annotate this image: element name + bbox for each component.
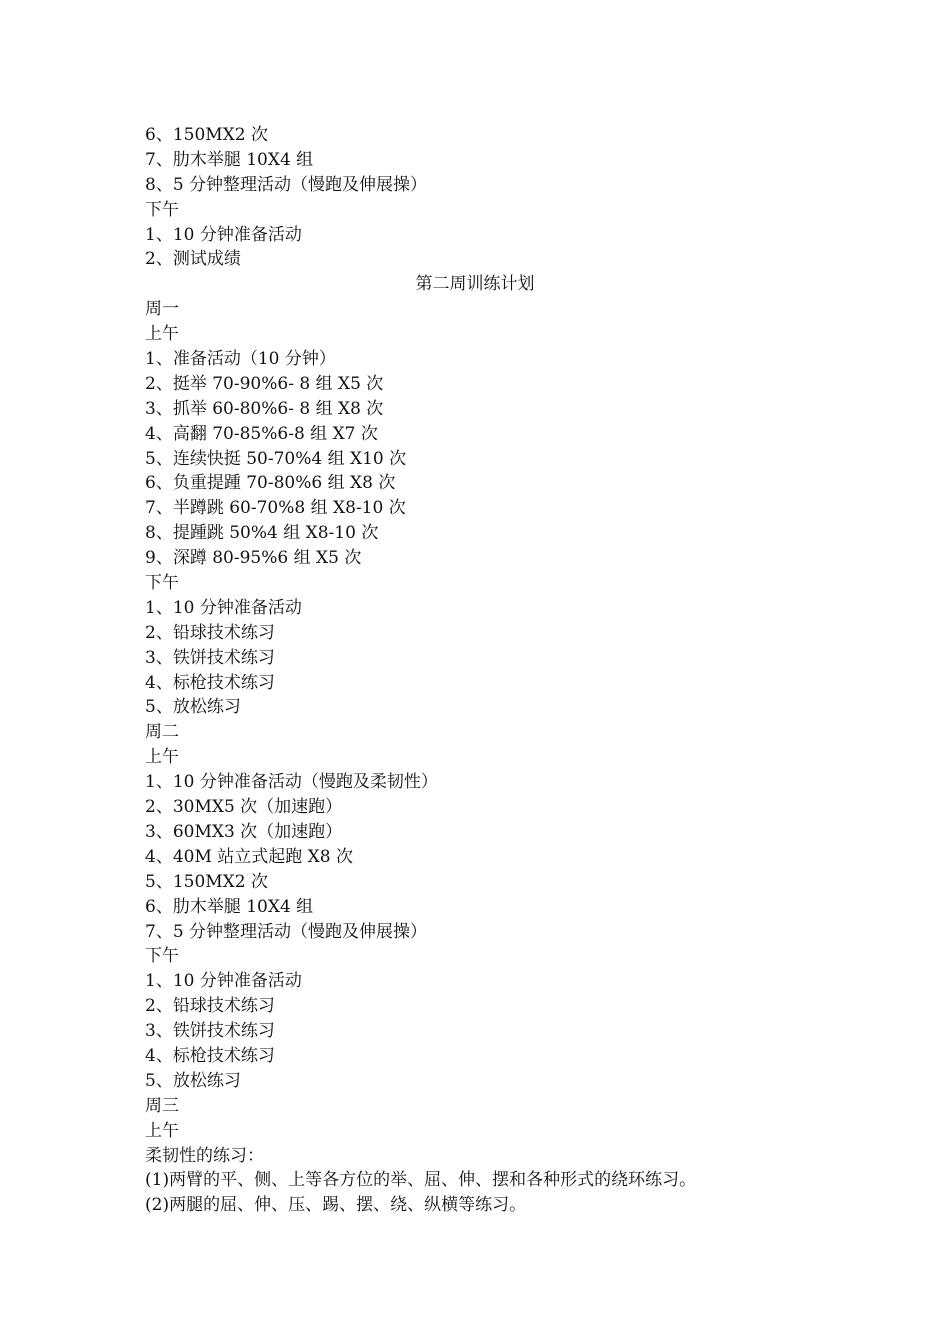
- text-line: 2、测试成绩: [145, 249, 241, 270]
- text-line: 5、150MX2 次: [145, 871, 268, 892]
- document-page: [145, 123, 805, 1218]
- text-line: 4、标枪技术练习: [145, 1045, 275, 1066]
- text-line: 1、10 分钟准备活动: [145, 971, 302, 992]
- text-line: 柔韧性的练习：: [145, 1145, 264, 1166]
- text-line: 5、连续快挺 50-70%4 组 X10 次: [145, 448, 407, 469]
- text-line: 上午: [145, 324, 179, 345]
- text-line: 1、10 分钟准备活动: [145, 224, 302, 245]
- text-line: 2、挺举 70-90%6- 8 组 X5 次: [145, 373, 384, 394]
- text-line: 5、放松练习: [145, 1070, 241, 1091]
- text-line: 3、60MX3 次（加速跑）: [145, 821, 343, 842]
- text-line: 3、铁饼技术练习: [145, 647, 275, 668]
- text-line: 8、5 分钟整理活动（慢跑及伸展操）: [145, 174, 428, 195]
- text-line: 3、抓举 60-80%6- 8 组 X8 次: [145, 398, 384, 419]
- text-line: 7、肋木举腿 10X4 组: [145, 149, 314, 170]
- text-line: (1)两臂的平、侧、上等各方位的举、屈、伸、摆和各种形式的绕环练习。: [145, 1170, 697, 1191]
- text-line: 下午: [145, 573, 179, 594]
- text-line: 2、铅球技术练习: [145, 996, 275, 1017]
- text-line: 3、铁饼技术练习: [145, 1021, 275, 1042]
- text-line: 下午: [145, 199, 179, 220]
- text-line: 周三: [145, 1095, 179, 1116]
- text-line: 周二: [145, 722, 179, 743]
- text-line: 周一: [145, 299, 179, 320]
- text-line: 上午: [145, 747, 179, 768]
- text-line: 5、放松练习: [145, 697, 241, 718]
- text-line: 8、提踵跳 50%4 组 X8-10 次: [145, 523, 379, 544]
- text-line: (2)两腿的屈、伸、压、踢、摆、绕、纵横等练习。: [145, 1195, 527, 1216]
- section-title: 第二周训练计划: [415, 274, 535, 295]
- text-line: 6、肋木举腿 10X4 组: [145, 896, 314, 917]
- text-line: 1、准备活动（10 分钟）: [145, 349, 336, 370]
- text-line: 4、标枪技术练习: [145, 672, 275, 693]
- text-line: 2、30MX5 次（加速跑）: [145, 797, 343, 818]
- text-line: 9、深蹲 80-95%6 组 X5 次: [145, 548, 362, 569]
- text-line: 下午: [145, 946, 179, 967]
- text-line: 1、10 分钟准备活动（慢跑及柔韧性）: [145, 772, 438, 793]
- text-line: 1、10 分钟准备活动: [145, 597, 302, 618]
- text-line: 4、高翻 70-85%6-8 组 X7 次: [145, 423, 378, 444]
- text-line: 6、150MX2 次: [145, 125, 268, 145]
- text-line: 7、半蹲跳 60-70%8 组 X8-10 次: [145, 498, 406, 519]
- text-line: 上午: [145, 1120, 179, 1141]
- text-line: 7、5 分钟整理活动（慢跑及伸展操）: [145, 921, 428, 942]
- text-line: 4、40M 站立式起跑 X8 次: [145, 846, 353, 867]
- text-line: 6、负重提踵 70-80%6 组 X8 次: [145, 473, 396, 494]
- text-line: 2、铅球技术练习: [145, 622, 275, 643]
